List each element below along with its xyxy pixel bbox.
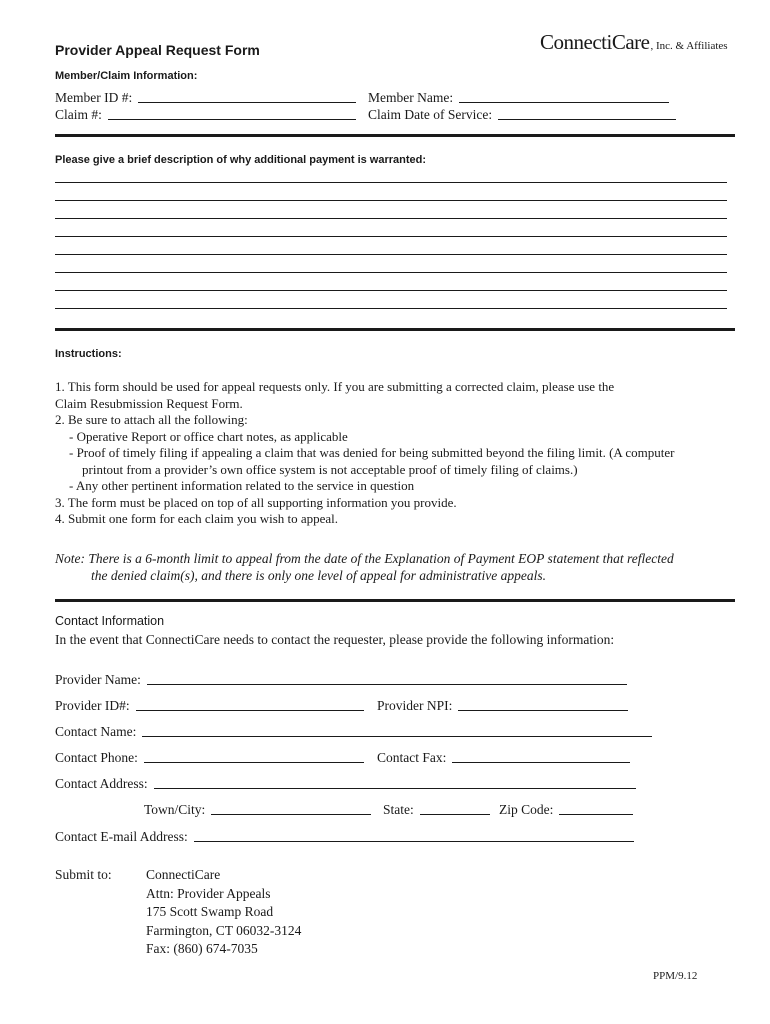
instructions-heading: Instructions: <box>55 348 122 360</box>
description-line[interactable] <box>55 236 727 237</box>
instruction-item: 2. Be sure to attach all the following: <box>55 412 248 427</box>
instruction-bullet: - Any other pertinent information related to the service in question <box>69 478 415 493</box>
claim-date-row <box>368 107 676 123</box>
instruction-bullet: - Operative Report or office chart notes, as applicable <box>69 428 348 444</box>
submit-address <box>146 866 301 959</box>
contact-phone-label: Contact Phone: <box>55 750 138 765</box>
state-field[interactable] <box>420 813 490 815</box>
claim-date-field[interactable] <box>498 118 676 120</box>
member-name-label: Member Name: <box>368 90 454 105</box>
appeal-note <box>55 550 725 584</box>
address-line: Fax: (860) 674-7035 <box>146 941 258 956</box>
description-line[interactable] <box>55 200 727 201</box>
contact-address-field[interactable] <box>154 787 636 789</box>
contact-intro: In the event that ConnectiCare needs to contact the requester, please provide the following information: <box>55 632 615 647</box>
note-line: the denied claim(s), and there is only one level of appeal for administrative appeals. <box>91 568 547 583</box>
instruction-item: Claim Resubmission Request Form. <box>55 395 243 411</box>
submit-to-label: Submit to: <box>55 867 112 882</box>
contact-name-field[interactable] <box>142 735 652 737</box>
address-line: Attn: Provider Appeals <box>146 885 271 901</box>
town-field[interactable] <box>211 813 371 815</box>
address-line: Farmington, CT 06032-3124 <box>146 922 302 938</box>
provider-id-label: Provider ID#: <box>55 698 130 713</box>
provider-name-row <box>55 672 627 688</box>
contact-name-label: Contact Name: <box>55 724 137 739</box>
contact-email-row <box>55 829 634 845</box>
claim-date-label: Claim Date of Service: <box>368 107 493 122</box>
contact-fax-field[interactable] <box>452 761 630 763</box>
provider-name-field[interactable] <box>147 683 627 685</box>
contact-heading: Contact Information <box>55 614 165 628</box>
instruction-item: 3. The form must be placed on top of all supporting information you provide. <box>55 494 457 510</box>
contact-fax-row <box>377 750 630 766</box>
description-line[interactable] <box>55 254 727 255</box>
description-prompt: Please give a brief description of why additional payment is warranted: <box>55 154 427 166</box>
logo-suffix: , Inc. & Affiliates <box>650 40 728 52</box>
town-row <box>144 802 371 818</box>
provider-npi-row <box>377 698 628 714</box>
instructions-list <box>55 379 715 528</box>
provider-id-row <box>55 698 364 714</box>
instruction-item: 4. Submit one form for each claim you wish to appeal. <box>55 511 339 526</box>
contact-email-field[interactable] <box>194 840 634 842</box>
claim-row <box>55 107 356 123</box>
member-name-row <box>368 90 669 106</box>
zip-row <box>499 802 633 818</box>
provider-id-field[interactable] <box>136 709 364 711</box>
member-id-field[interactable] <box>138 101 356 103</box>
zip-field[interactable] <box>559 813 633 815</box>
page-title: Provider Appeal Request Form <box>55 42 260 58</box>
instruction-bullet: - Proof of timely filing if appealing a claim that was denied for being submitted beyond the filing limit. (A computer <box>69 445 675 460</box>
section-divider <box>55 328 735 331</box>
state-row <box>383 802 490 818</box>
contact-address-label: Contact Address: <box>55 776 148 791</box>
member-id-label: Member ID #: <box>55 90 133 105</box>
member-name-field[interactable] <box>459 101 669 103</box>
member-claim-heading: Member/Claim Information: <box>55 70 198 82</box>
member-id-row <box>55 90 356 106</box>
section-divider <box>55 134 735 137</box>
provider-npi-label: Provider NPI: <box>377 698 453 713</box>
description-line[interactable] <box>55 182 727 183</box>
description-line[interactable] <box>55 308 727 309</box>
contact-phone-row <box>55 750 364 766</box>
zip-label: Zip Code: <box>499 802 554 817</box>
contact-fax-label: Contact Fax: <box>377 750 447 765</box>
contact-name-row <box>55 724 652 740</box>
contact-phone-field[interactable] <box>144 761 364 763</box>
claim-number-field[interactable] <box>108 118 356 120</box>
section-divider <box>55 599 735 602</box>
note-line: Note: There is a 6-month limit to appeal from the date of the Explanation of Payment EOP statement that reflected <box>55 551 674 566</box>
provider-npi-field[interactable] <box>458 709 628 711</box>
contact-email-label: Contact E-mail Address: <box>55 829 188 844</box>
address-line: 175 Scott Swamp Road <box>146 904 274 919</box>
description-line[interactable] <box>55 218 727 219</box>
claim-number-label: Claim #: <box>55 107 102 122</box>
instruction-item: 1. This form should be used for appeal requests only. If you are submitting a corrected claim, please use the <box>55 379 615 394</box>
address-line: ConnectiCare <box>146 867 221 882</box>
description-line[interactable] <box>55 290 727 291</box>
description-line[interactable] <box>55 272 727 273</box>
town-label: Town/City: <box>144 802 206 817</box>
provider-name-label: Provider Name: <box>55 672 141 687</box>
instruction-bullet: printout from a provider’s own office system is not acceptable proof of timely filing of claims.) <box>82 461 578 477</box>
form-code: PPM/9.12 <box>653 970 698 982</box>
state-label: State: <box>383 802 414 817</box>
logo-brand: ConnectiCare <box>540 30 650 54</box>
connecticare-logo <box>540 30 728 55</box>
contact-address-row <box>55 776 636 792</box>
